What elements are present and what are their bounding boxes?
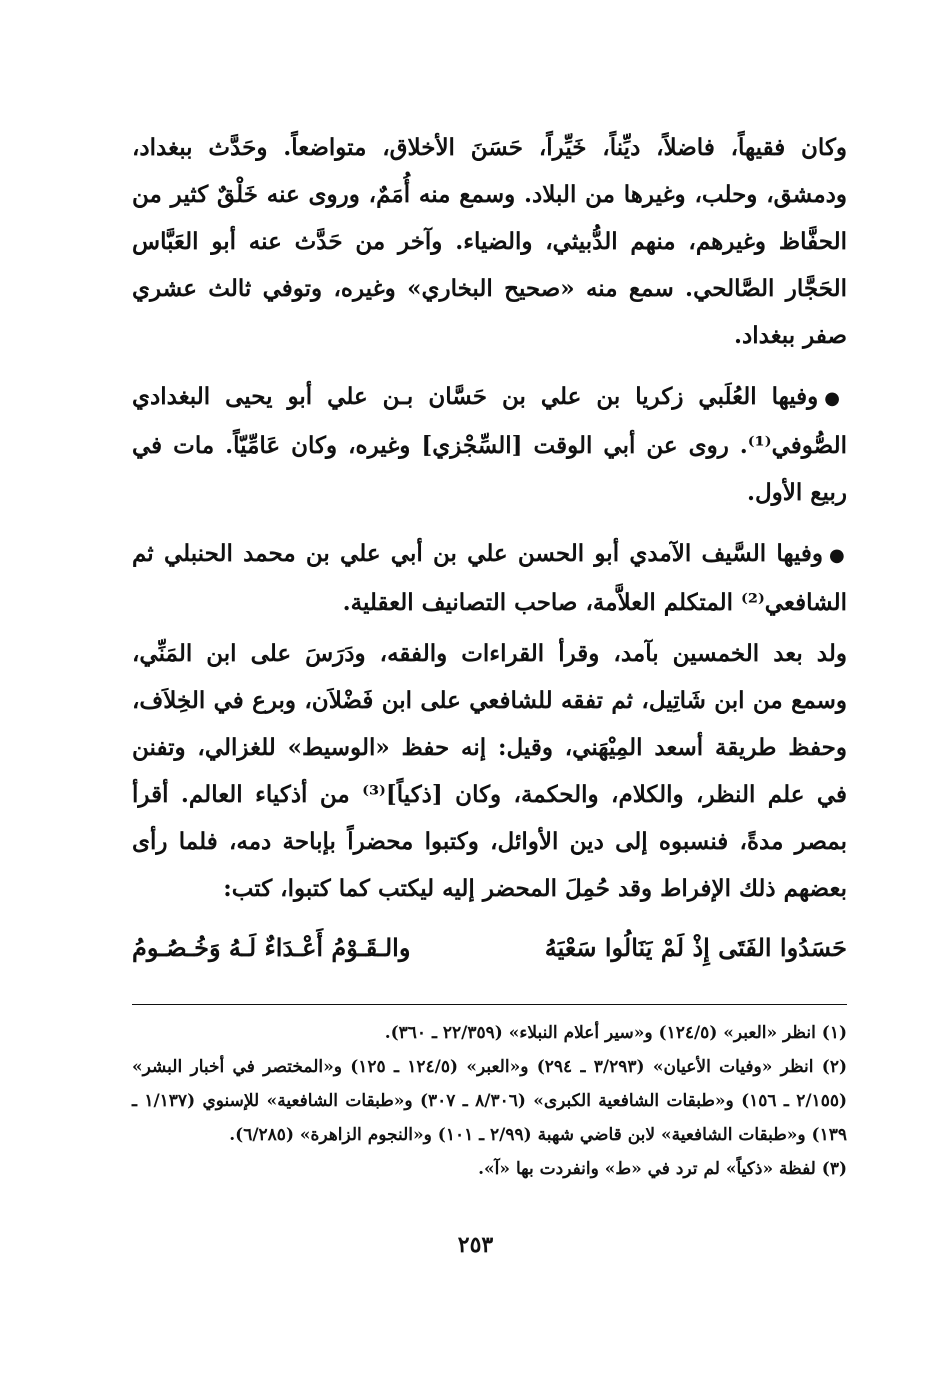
verse-hemistich-first: حَسَدُوا الفَتَى إِذْ لَمْ يَنَالُوا سَعْيَهُ [544,933,847,962]
footnotes [132,1016,847,1186]
entry-ulabi [132,373,847,516]
bullet-icon: ● [829,545,847,566]
footnote-divider [132,1004,847,1005]
main-text [132,124,847,972]
entry-ulabi-text: وفيها العُلَبي زكريا بن علي بن حَسَّان بـن علي أبو يحيى البغدادي الصُّوفي⁽¹⁾. روى عن أبي الوقت [السِّجْزي] وغيره، وكان عَامِّيّاً. مات في ربيع الأول. [132,383,847,506]
entry-amidi [132,530,847,626]
page-number: ٢٥٣ [457,1232,494,1258]
paragraph-amidi-bio: ولد بعد الخمسين بآمد، وقرأ القراءات والفقه، ودَرَسَ على ابن المَنِّي، وسمع من ابن شَاتِيل، ثم تفقه للشافعي على ابن فَضْلاَن، وبرع في الخِلاَف، وحفظ طريقة أسعد المِيْهَني، وقيل: إنه حفظ «الوسيط» للغزالي، وتفنن في علم النظر، والكلام، والحكمة، وكان [ذكياً]⁽³⁾ من أذكياء العالم. أقرأ بمصر مدةً، فنسبوه إلى دين الأوائل، وكتبوا محضراً بإباحة دمه، فلما رأى بعضهم ذلك الإفراط وقد حُمِلَ المحضر إليه ليكتب كما كتبوا، كتب: [132,640,847,902]
poetry-verse [132,924,847,972]
footnote-1: (١) انظر «العبر» (١٢٤/٥) و«سير أعلام النبلاء» (٢٢/٣٥٩ ـ ٣٦٠). [384,1023,847,1043]
entry-amidi-text: وفيها السَّيف الآمدي أبو الحسن علي بن أبي علي بن محمد الحنبلي ثم الشافعي⁽²⁾ المتكلم العلاَّمة، صاحب التصانيف العقلية. [132,540,847,616]
footnote-2: (٢) انظر «وفيات الأعيان» (٣/٢٩٣ ـ ٢٩٤) و«العبر» (١٢٤/٥ ـ ١٢٥) و«المختصر في أخبار البشر» (٢/١٥٥ ـ ١٥٦) و«طبقات الشافعية الكبرى» (٨/٣٠٦ ـ ٣٠٧) و«طبقات الشافعية» للإسنوي (١/١٣٧ ـ ١٣٩) و«طبقات الشافعية» لابن قاضي شهبة (٢/٩٩ ـ ١٠١) و«النجوم الزاهرة» (٦/٢٨٥). [132,1057,847,1145]
footnote-3: (٣) لفظة «ذكياً» لم ترد في «ط» وانفردت بها «آ». [478,1159,847,1179]
paragraph-intro: وكان فقيهاً، فاضلاً، ديِّناً، خَيِّراً، حَسَنَ الأخلاق، متواضعاً. وحَدَّث ببغداد، ودمشق، وحلب، وغيرها من البلاد. وسمع منه أُمَمٌ، وروى عنه خَلْقٌ كثير من الحفَّاظ وغيرهم، منهم الدُّبيثي، والضياء. وآخر من حَدَّث عنه أبو العَبَّاس الحَجَّار الصَّالحي. سمع منه «صحيح البخاري» وغيره، وتوفي ثالث عشري صفر ببغداد. [132,134,847,349]
verse-hemistich-second: والـقَـوْمُ أَعْـدَاءٌ لَـهُ وَخُـصُـومُ [132,933,411,962]
bullet-icon: ● [824,388,847,409]
